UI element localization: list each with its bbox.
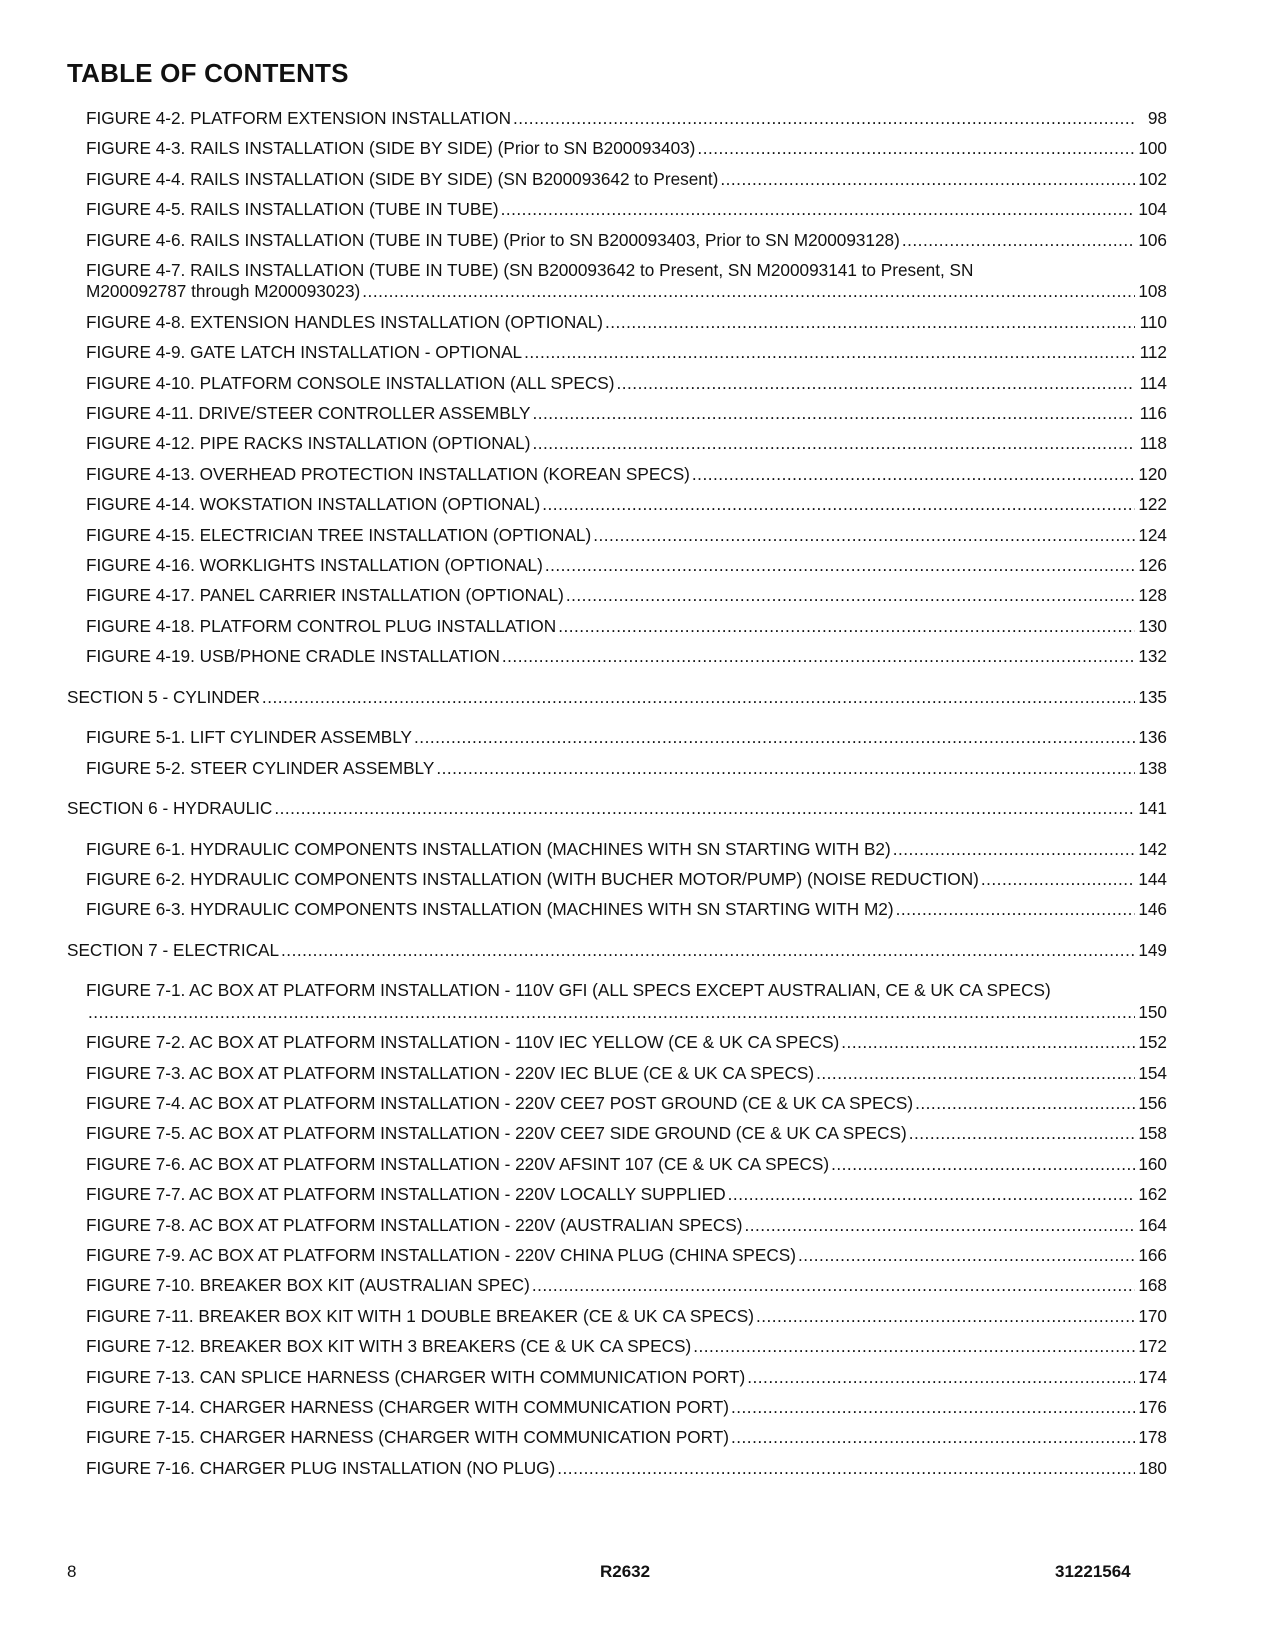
toc-entry-label: FIGURE 7-13. CAN SPLICE HARNESS (CHARGER WITH COMMUNICATION PORT) — [86, 1366, 746, 1387]
toc-figure-entry[interactable] — [67, 899, 1167, 921]
toc-page-number: 180 — [1138, 1457, 1167, 1478]
toc-page-number: 144 — [1138, 868, 1167, 889]
toc-figure-entry[interactable] — [67, 1063, 1167, 1085]
toc-entry-label: SECTION 7 - ELECTRICAL — [67, 939, 280, 960]
dot-leader — [532, 403, 1135, 425]
toc-entry-label: FIGURE 4-12. PIPE RACKS INSTALLATION (OPTIONAL) — [86, 433, 531, 454]
dot-leader — [896, 899, 1135, 921]
toc-figure-entry[interactable] — [67, 585, 1167, 607]
toc-page-number: 120 — [1138, 463, 1167, 484]
toc-figure-entry[interactable] — [67, 1245, 1167, 1267]
dot-leader — [831, 1154, 1135, 1176]
toc-section-entry[interactable] — [67, 940, 1167, 962]
dot-leader — [513, 108, 1135, 130]
footer-page-number: 8 — [67, 1562, 77, 1581]
dot-leader — [731, 1427, 1135, 1449]
dot-leader — [720, 169, 1135, 191]
dot-leader — [88, 1002, 1135, 1024]
toc-figure-entry[interactable] — [67, 108, 1167, 130]
toc-entry-label: FIGURE 7-10. BREAKER BOX KIT (AUSTRALIAN SPEC) — [86, 1275, 530, 1296]
toc-entry-label: FIGURE 5-1. LIFT CYLINDER ASSEMBLY — [86, 727, 413, 748]
toc-figure-entry[interactable] — [67, 169, 1167, 191]
dot-leader — [501, 199, 1135, 221]
dot-leader — [274, 798, 1135, 820]
toc-page-number: 112 — [1139, 342, 1167, 363]
toc-entry-label: FIGURE 4-18. PLATFORM CONTROL PLUG INSTALLATION — [86, 615, 557, 636]
toc-page-number: 172 — [1138, 1336, 1167, 1357]
toc-figure-entry[interactable] — [67, 727, 1167, 749]
toc-page-number: 126 — [1138, 554, 1167, 575]
footer-model: R2632 — [600, 1562, 651, 1581]
dot-leader — [362, 281, 1135, 303]
toc-entry-label: FIGURE 7-9. AC BOX AT PLATFORM INSTALLATION - 220V CHINA PLUG (CHINA SPECS) — [86, 1244, 796, 1265]
toc-entry-label: FIGURE 7-16. CHARGER PLUG INSTALLATION (NO PLUG) — [86, 1457, 556, 1478]
toc-entry-label: FIGURE 7-14. CHARGER HARNESS (CHARGER WITH COMMUNICATION PORT) — [86, 1396, 729, 1417]
toc-page-number: 108 — [1138, 281, 1167, 302]
toc-entry-label: FIGURE 4-7. RAILS INSTALLATION (TUBE IN TUBE) (SN B200093642 to Present, SN M200093141 to Present, SN — [86, 259, 974, 280]
toc-entry-label: FIGURE 7-2. AC BOX AT PLATFORM INSTALLATION - 110V IEC YELLOW (CE & UK CA SPECS) — [86, 1032, 840, 1053]
toc-entry-label: FIGURE 4-5. RAILS INSTALLATION (TUBE IN TUBE) — [86, 199, 499, 220]
toc-entry-label: FIGURE 5-2. STEER CYLINDER ASSEMBLY — [86, 757, 435, 778]
toc-page-number: 124 — [1138, 524, 1167, 545]
toc-entry-label: FIGURE 4-4. RAILS INSTALLATION (SIDE BY SIDE) (SN B200093642 to Present) — [86, 168, 719, 189]
toc-page-number: 132 — [1138, 646, 1167, 667]
dot-leader — [902, 230, 1135, 252]
toc-entry-label: FIGURE 4-17. PANEL CARRIER INSTALLATION (OPTIONAL) — [86, 585, 564, 606]
toc-figure-entry[interactable] — [67, 312, 1167, 334]
dot-leader — [532, 433, 1135, 455]
toc-entry-label: FIGURE 7-4. AC BOX AT PLATFORM INSTALLATION - 220V CEE7 POST GROUND (CE & UK CA SPECS) — [86, 1092, 914, 1113]
toc-page-number: 166 — [1138, 1244, 1167, 1265]
dot-leader — [692, 464, 1135, 486]
toc-figure-entry[interactable] — [67, 260, 1167, 303]
toc-section-entry[interactable] — [67, 798, 1167, 820]
toc-figure-entry[interactable] — [67, 138, 1167, 160]
toc-figure-entry[interactable] — [67, 342, 1167, 364]
toc-entry-label: SECTION 6 - HYDRAULIC — [67, 798, 273, 819]
toc-page-number: 116 — [1139, 403, 1167, 424]
toc-section-entry[interactable] — [67, 687, 1167, 709]
dot-leader — [436, 758, 1135, 780]
toc-figure-entry[interactable] — [67, 1427, 1167, 1449]
dot-leader — [593, 525, 1135, 547]
toc-page-number: 154 — [1138, 1062, 1167, 1083]
toc-figure-entry[interactable] — [67, 869, 1167, 891]
toc-entry-label: FIGURE 4-9. GATE LATCH INSTALLATION - OPTIONAL — [86, 342, 523, 363]
toc-entry-label: SECTION 5 - CYLINDER — [67, 686, 260, 707]
toc-figure-entry[interactable] — [67, 494, 1167, 516]
toc-entry-label: FIGURE 4-10. PLATFORM CONSOLE INSTALLATION (ALL SPECS) — [86, 372, 615, 393]
dot-leader — [414, 727, 1135, 749]
toc-page-number: 142 — [1138, 838, 1167, 859]
toc-entry-label: FIGURE 7-1. AC BOX AT PLATFORM INSTALLATION - 110V GFI (ALL SPECS EXCEPT AUSTRALIAN, CE & UK CA SPECS) — [86, 980, 1051, 1001]
toc-page-number: 150 — [1138, 1001, 1167, 1022]
dot-leader — [747, 1367, 1135, 1389]
toc-entry-label: FIGURE 4-2. PLATFORM EXTENSION INSTALLATION — [86, 108, 511, 128]
toc-figure-entry[interactable] — [67, 839, 1167, 861]
toc-figure-entry[interactable] — [67, 1215, 1167, 1237]
dot-leader — [756, 1306, 1135, 1328]
dot-leader — [697, 138, 1135, 160]
toc-page-number: 168 — [1138, 1275, 1167, 1296]
dot-leader — [731, 1397, 1135, 1419]
toc-page-number: 106 — [1138, 229, 1167, 250]
toc-page-number: 170 — [1138, 1305, 1167, 1326]
toc-entry-label: FIGURE 4-3. RAILS INSTALLATION (SIDE BY SIDE) (Prior to SN B200093403) — [86, 138, 696, 159]
toc-entry-label: FIGURE 7-15. CHARGER HARNESS (CHARGER WITH COMMUNICATION PORT) — [86, 1427, 729, 1448]
toc-figure-entry[interactable] — [67, 1154, 1167, 1176]
toc-figure-entry[interactable] — [67, 616, 1167, 638]
dot-leader — [532, 1275, 1135, 1297]
toc-entry-label: FIGURE 6-1. HYDRAULIC COMPONENTS INSTALLATION (MACHINES WITH SN STARTING WITH B2) — [86, 838, 891, 859]
toc-page-number: 98 — [1147, 108, 1167, 128]
toc-figure-entry[interactable] — [67, 1032, 1167, 1054]
toc-entry-label: FIGURE 4-16. WORKLIGHTS INSTALLATION (OPTIONAL) — [86, 554, 543, 575]
toc-page-number: 136 — [1138, 727, 1167, 748]
toc-figure-entry[interactable] — [67, 1336, 1167, 1358]
dot-leader — [502, 646, 1135, 668]
dot-leader — [909, 1123, 1135, 1145]
dot-leader — [893, 839, 1135, 861]
dot-leader — [566, 585, 1135, 607]
toc-page-number: 141 — [1138, 798, 1167, 819]
toc-entry-label: FIGURE 4-15. ELECTRICIAN TREE INSTALLATION (OPTIONAL) — [86, 524, 592, 545]
toc-entry-label: FIGURE 7-11. BREAKER BOX KIT WITH 1 DOUBLE BREAKER (CE & UK CA SPECS) — [86, 1305, 754, 1326]
toc-figure-entry[interactable] — [67, 980, 1167, 1023]
dot-leader — [693, 1336, 1135, 1358]
dot-leader — [841, 1032, 1135, 1054]
toc-page-number: 110 — [1139, 311, 1167, 332]
toc-figure-entry[interactable] — [67, 646, 1167, 668]
toc-figure-entry[interactable] — [67, 1093, 1167, 1115]
dot-leader — [605, 312, 1135, 334]
toc-figure-entry[interactable] — [67, 403, 1167, 425]
toc-entry-label: FIGURE 7-8. AC BOX AT PLATFORM INSTALLATION - 220V (AUSTRALIAN SPECS) — [86, 1214, 743, 1235]
toc-entry-label: FIGURE 6-2. HYDRAULIC COMPONENTS INSTALLATION (WITH BUCHER MOTOR/PUMP) (NOISE REDUCTION) — [86, 868, 979, 889]
dot-leader — [524, 342, 1135, 364]
toc-page-number: 146 — [1138, 899, 1167, 920]
dot-leader — [557, 1458, 1135, 1480]
toc-page-number: 149 — [1138, 939, 1167, 960]
toc-entry-label: FIGURE 4-11. DRIVE/STEER CONTROLLER ASSEMBLY — [86, 403, 531, 424]
toc-page-number: 160 — [1138, 1153, 1167, 1174]
toc-entry-label: FIGURE 4-19. USB/PHONE CRADLE INSTALLATION — [86, 646, 500, 667]
dot-leader — [981, 869, 1135, 891]
toc-figure-entry[interactable] — [67, 1397, 1167, 1419]
footer-doc-number: 31221564 — [1055, 1562, 1131, 1581]
dot-leader — [262, 687, 1135, 709]
dot-leader — [542, 494, 1135, 516]
toc-entry-label: FIGURE 4-13. OVERHEAD PROTECTION INSTALLATION (KOREAN SPECS) — [86, 463, 690, 484]
toc-page-number: 162 — [1138, 1184, 1167, 1205]
dot-leader — [744, 1215, 1135, 1237]
toc-page-number: 102 — [1138, 168, 1167, 189]
toc-page-number: 152 — [1138, 1032, 1167, 1053]
toc-list — [67, 108, 1167, 1479]
toc-page-number: 104 — [1138, 199, 1167, 220]
toc-figure-entry[interactable] — [67, 373, 1167, 395]
toc-page-number: 158 — [1138, 1123, 1167, 1144]
toc-page-number: 122 — [1138, 494, 1167, 515]
dot-leader — [816, 1063, 1135, 1085]
dot-leader — [545, 555, 1135, 577]
toc-figure-entry[interactable] — [67, 199, 1167, 221]
toc-entry-label: FIGURE 6-3. HYDRAULIC COMPONENTS INSTALLATION (MACHINES WITH SN STARTING WITH M2) — [86, 899, 894, 920]
dot-leader — [558, 616, 1135, 638]
dot-leader — [616, 373, 1135, 395]
toc-figure-entry[interactable] — [67, 1184, 1167, 1206]
dot-leader — [281, 940, 1135, 962]
toc-page-number: 164 — [1138, 1214, 1167, 1235]
toc-figure-entry[interactable] — [67, 230, 1167, 252]
toc-entry-label: FIGURE 4-8. EXTENSION HANDLES INSTALLATION (OPTIONAL) — [86, 311, 603, 332]
dot-leader — [798, 1245, 1135, 1267]
toc-page-number: 100 — [1138, 138, 1167, 159]
toc-page-number: 138 — [1138, 757, 1167, 778]
page-title: TABLE OF CONTENTS — [67, 58, 349, 88]
toc-figure-entry[interactable] — [67, 525, 1167, 547]
toc-figure-entry[interactable] — [67, 433, 1167, 455]
toc-entry-label: FIGURE 7-7. AC BOX AT PLATFORM INSTALLATION - 220V LOCALLY SUPPLIED — [86, 1184, 726, 1205]
toc-page-number: 130 — [1138, 615, 1167, 636]
toc-figure-entry[interactable] — [67, 555, 1167, 577]
toc-page-number: 128 — [1138, 585, 1167, 606]
toc-figure-entry[interactable] — [67, 758, 1167, 780]
toc-page-number: 114 — [1139, 372, 1167, 393]
toc-figure-entry[interactable] — [67, 1367, 1167, 1389]
toc-page-number: 174 — [1138, 1366, 1167, 1387]
toc-figure-entry[interactable] — [67, 464, 1167, 486]
dot-leader — [915, 1093, 1135, 1115]
toc-figure-entry[interactable] — [67, 1275, 1167, 1297]
toc-page-number: 176 — [1138, 1396, 1167, 1417]
toc-entry-label: FIGURE 7-6. AC BOX AT PLATFORM INSTALLATION - 220V AFSINT 107 (CE & UK CA SPECS) — [86, 1153, 830, 1174]
toc-entry-label: FIGURE 7-12. BREAKER BOX KIT WITH 3 BREAKERS (CE & UK CA SPECS) — [86, 1336, 692, 1357]
toc-entry-label: FIGURE 4-14. WOKSTATION INSTALLATION (OPTIONAL) — [86, 494, 541, 515]
toc-entry-label: FIGURE 4-6. RAILS INSTALLATION (TUBE IN TUBE) (Prior to SN B200093403, Prior to SN M200093128) — [86, 229, 900, 250]
toc-page-number: 135 — [1138, 686, 1167, 707]
dot-leader — [728, 1184, 1135, 1206]
toc-page-number: 156 — [1138, 1092, 1167, 1113]
toc-page-number: 178 — [1138, 1427, 1167, 1448]
toc-entry-label: FIGURE 7-3. AC BOX AT PLATFORM INSTALLATION - 220V IEC BLUE (CE & UK CA SPECS) — [86, 1062, 815, 1083]
toc-figure-entry[interactable] — [67, 1458, 1167, 1480]
toc-entry-label-continued: M200092787 through M200093023) — [86, 281, 361, 302]
toc-figure-entry[interactable] — [67, 1306, 1167, 1328]
toc-figure-entry[interactable] — [67, 1123, 1167, 1145]
toc-page-number: 118 — [1139, 433, 1167, 454]
toc-entry-label: FIGURE 7-5. AC BOX AT PLATFORM INSTALLATION - 220V CEE7 SIDE GROUND (CE & UK CA SPECS) — [86, 1123, 907, 1144]
